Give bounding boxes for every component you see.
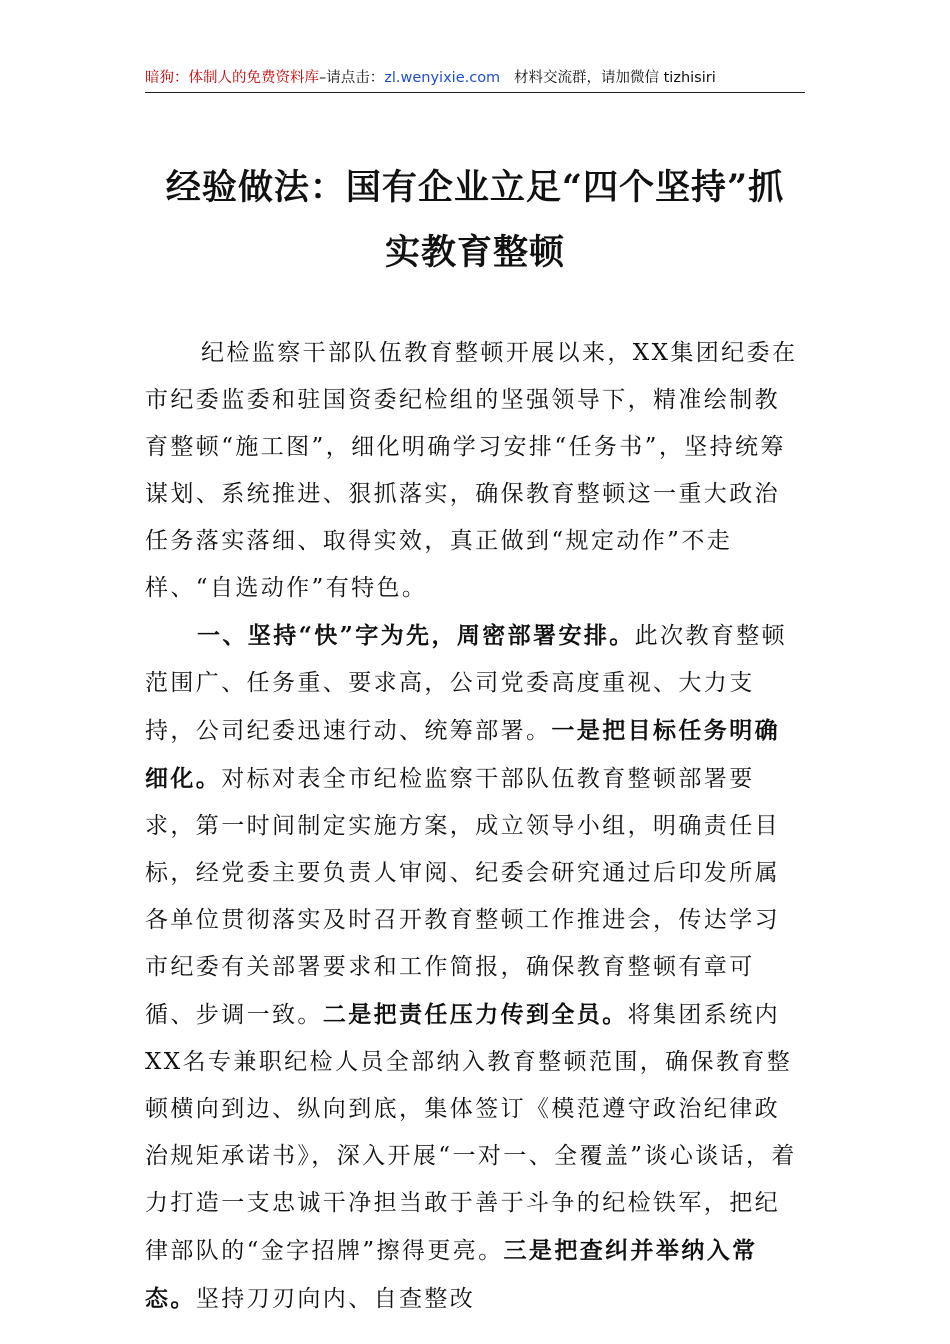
header-brand: 暗狗：体制人的免费资料库	[145, 70, 319, 86]
section-one-text3: 将集团系统内XX名专兼职纪检人员全部纳入教育整顿范围，确保教育整顿横向到边、纵向到底，集体签订《模范遵守政治纪律政治规矩承诺书》，深入开展“一对一、全覆盖”谈心谈话，着力打造一支忠诚干净担当敢于善于斗争的纪检铁军，把纪律部队的“金字招牌”擦得更亮。	[145, 1002, 797, 1264]
section-one-paragraph	[145, 612, 805, 1323]
header-url-link[interactable]: zl.wenyixie.com	[384, 70, 501, 86]
point-one-heading: 一是把目标任务明确细化。	[145, 717, 781, 792]
point-two-heading: 二是把责任压力传到全员。	[322, 1001, 628, 1028]
document-body	[145, 330, 805, 1323]
page-header	[145, 66, 805, 93]
intro-paragraph	[145, 330, 805, 612]
document-title-line1: 经验做法：国有企业立足“四个坚持”抓	[165, 167, 785, 208]
section-one-text1: 此次教育整顿范围广、任务重、要求高，公司党委高度重视、大力支持，公司纪委迅速行动、统筹部署。	[145, 623, 788, 744]
section-one-text2: 对标对表全市纪检监察干部队伍教育整顿部署要求，第一时间制定实施方案，成立领导小组，明确责任目标，经党委主要负责人审阅、纪委会研究通过后印发所属各单位贯彻落实及时召开教育整顿工作推进会，传达学习市纪委有关部署要求和工作简报，确保教育整顿有章可循、步调一致。	[145, 766, 780, 1028]
intro-text: 纪检监察干部队伍教育整顿开展以来，XX集团纪委在市纪委监委和驻国资委纪检组的坚强领导下，精准绘制教育整顿“施工图”，细化明确学习安排“任务书”，坚持统筹谋划、系统推进、狠抓落实，确保教育整顿这一重大政治任务落实落细、取得实效，真正做到“规定动作”不走样、“自选动作”有特色。	[145, 340, 798, 601]
section-one-heading: 一、坚持“快”字为先，周密部署安排。	[197, 622, 635, 649]
header-contact: 材料交流群，请加微信 tizhisiri	[514, 70, 716, 86]
document-title-line2: 实教育整顿	[384, 232, 565, 273]
header-click-prefix: –请点击：	[319, 70, 385, 86]
section-one-text4: 坚持刀刃向内、自查整改	[195, 1286, 476, 1312]
point-three-heading: 三是把查纠并举纳入常态。	[145, 1237, 758, 1312]
